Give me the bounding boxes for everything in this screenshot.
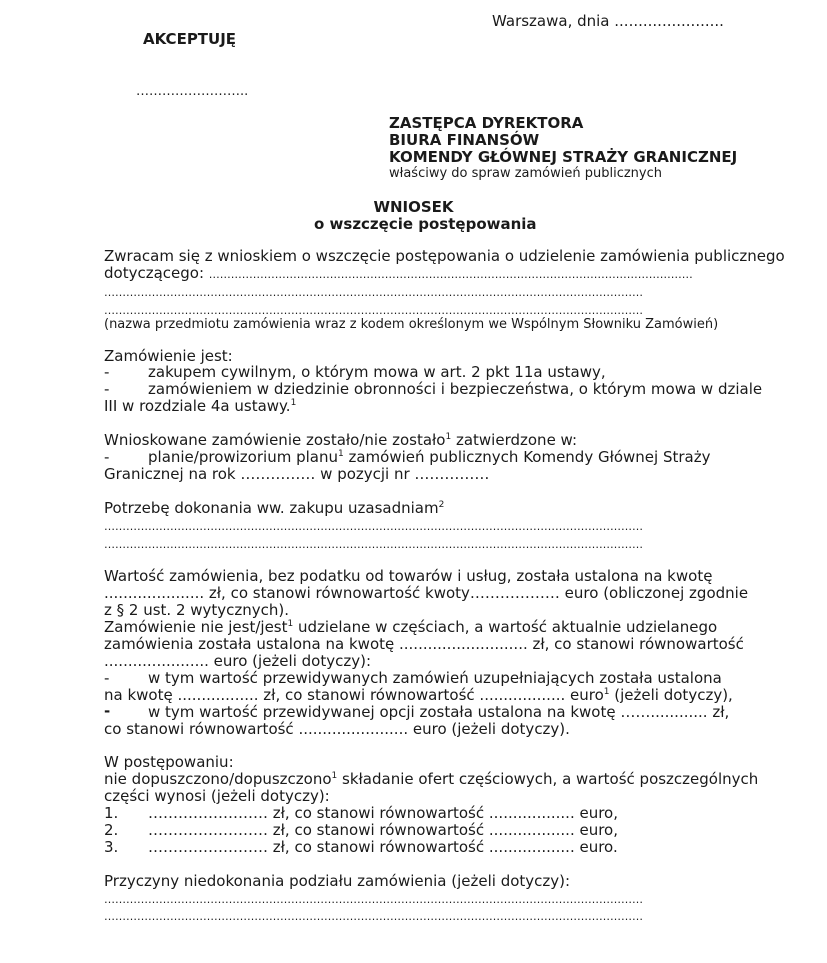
value-line-8 bbox=[104, 687, 733, 704]
order-type-defense-line-2 bbox=[104, 398, 296, 415]
supplementary-text-b: (jeżeli dotyczy), bbox=[609, 686, 733, 704]
subject-dots: …………………………………………………………………………………………………………………… bbox=[208, 268, 693, 281]
procedure-line-1 bbox=[104, 771, 758, 788]
accept-signature-line: …………………….. bbox=[136, 84, 249, 99]
footnote-ref: 1 bbox=[337, 449, 344, 459]
footnote-ref: 1 bbox=[290, 398, 297, 408]
footnote-ref: 1 bbox=[445, 432, 452, 442]
list-dash: - bbox=[104, 448, 110, 466]
procedure-intro: W postępowaniu: bbox=[104, 753, 234, 771]
part-number: 3. bbox=[104, 838, 119, 856]
plan-text-b: zamówień publicznych Komendy Głównej Straży bbox=[343, 448, 711, 466]
footnote-ref: 1 bbox=[331, 771, 338, 781]
list-dash: - bbox=[104, 363, 110, 381]
value-line-5: zamówienia została ustalona na kwotę ........................... zł, co stanowi równowartość bbox=[104, 635, 744, 653]
subject-dots-line-2: ………………………………………………………………………………………………………………………………… bbox=[104, 287, 643, 299]
approval-plan-line-2: Granicznej na rok …………… w pozycji nr …………… bbox=[104, 465, 490, 483]
value-line-10: co stanowi równowartość ....................... euro (jeżeli dotyczy). bbox=[104, 720, 570, 738]
approval-plan-line-1 bbox=[148, 449, 724, 466]
accept-label: AKCEPTUJĘ bbox=[143, 30, 237, 48]
defense-text-2: III w rozdziale 4a ustawy. bbox=[104, 397, 291, 415]
approval-text-a: Wnioskowane zamówienie zostało/nie zostało bbox=[104, 431, 446, 449]
value-line-4 bbox=[104, 619, 717, 636]
partial-offers-text-a: nie dopuszczono/dopuszczono bbox=[104, 770, 332, 788]
plan-text bbox=[148, 449, 711, 466]
document-subtitle: o wszczęcie postępowania bbox=[314, 215, 537, 233]
part-number: 2. bbox=[104, 821, 119, 839]
value-line-1: Wartość zamówienia, bez podatku od towarów i usług, została ustalona na kwotę bbox=[104, 567, 713, 585]
justification-text: Potrzebę dokonania ww. zakupu uzasadniam bbox=[104, 499, 439, 517]
value-line-7: w tym wartość przewidywanych zamówień uzupełniających została ustalona bbox=[148, 669, 722, 687]
order-type-civil: zakupem cywilnym, o którym mowa w art. 2 pkt 11a ustawy, bbox=[148, 363, 606, 381]
defense-text: zamówieniem w dziedzinie obronności i bezpieczeństwa, o którym mowa w dziale bbox=[148, 380, 763, 398]
procedure-line-2: części wynosi (jeżeli dotyczy): bbox=[104, 787, 330, 805]
part-value: …………………… zł, co stanowi równowartość .................. euro, bbox=[148, 804, 619, 822]
supplementary-text-a: na kwotę ................. zł, co stanowi równowartość .................. euro bbox=[104, 686, 604, 704]
subject-label: dotyczącego: bbox=[104, 264, 204, 282]
list-dash: - bbox=[104, 702, 111, 720]
subject-dots-line-3: ………………………………………………………………………………………………………………………………… bbox=[104, 305, 643, 317]
justification-dots-1: ………………………………………………………………………………………………………………………………… bbox=[104, 521, 643, 533]
parts-text-b: udzielane w częściach, a wartość aktualnie udzielanego bbox=[293, 618, 718, 636]
part-value: …………………… zł, co stanowi równowartość .................. euro. bbox=[148, 838, 618, 856]
place-date: Warszawa, dnia ....................... bbox=[492, 12, 724, 30]
justification-intro bbox=[104, 500, 444, 517]
request-intro: Zwracam się z wnioskiem o wszczęcie postępowania o udzielenie zamówienia publicznego bbox=[104, 247, 785, 265]
list-dash: - bbox=[104, 380, 110, 398]
plan-text-a: planie/prowizorium planu bbox=[148, 448, 338, 466]
part-value: …………………… zł, co stanowi równowartość .................. euro, bbox=[148, 821, 619, 839]
subject-note: (nazwa przedmiotu zamówienia wraz z kodem określonym we Wspólnym Słowniku Zamówień) bbox=[104, 317, 719, 332]
addressee-line-1: ZASTĘPCA DYREKTORA bbox=[389, 114, 584, 132]
value-line-3: z § 2 ust. 2 wytycznych). bbox=[104, 601, 290, 619]
value-line-2: ..................... zł, co stanowi równowartość kwoty……………… euro (obliczonej zgodnie bbox=[104, 584, 749, 602]
addressee-line-2: BIURA FINANSÓW bbox=[389, 131, 540, 149]
order-type-defense-line-1 bbox=[148, 380, 763, 398]
value-line-6: ...................... euro (jeżeli dotyczy): bbox=[104, 652, 371, 670]
no-division-dots-2: ………………………………………………………………………………………………………………………………… bbox=[104, 911, 643, 923]
order-type-intro: Zamówienie jest: bbox=[104, 347, 233, 365]
parts-text-a: Zamówienie nie jest/jest bbox=[104, 618, 288, 636]
document-title: WNIOSEK bbox=[373, 198, 454, 216]
addressee-note: właściwy do spraw zamówień publicznych bbox=[389, 166, 662, 181]
footnote-ref: 1 bbox=[287, 619, 294, 629]
list-dash: - bbox=[104, 669, 110, 687]
part-number: 1. bbox=[104, 804, 119, 822]
request-subject-label bbox=[104, 265, 693, 282]
no-division-reason-intro: Przyczyny niedokonania podziału zamówienia (jeżeli dotyczy): bbox=[104, 872, 571, 890]
partial-offers-text-b: składanie ofert częściowych, a wartość poszczególnych bbox=[337, 770, 759, 788]
justification-dots-2: ………………………………………………………………………………………………………………………………… bbox=[104, 539, 643, 551]
footnote-ref: 2 bbox=[438, 500, 445, 510]
approval-intro bbox=[104, 432, 577, 449]
footnote-ref: 1 bbox=[603, 687, 610, 697]
value-line-9: w tym wartość przewidywanej opcji została ustalona na kwotę ……............ zł, bbox=[148, 703, 730, 721]
no-division-dots-1: ………………………………………………………………………………………………………………………………… bbox=[104, 894, 643, 906]
addressee-line-3: KOMENDY GŁÓWNEJ STRAŻY GRANICZNEJ bbox=[389, 148, 738, 166]
approval-text-b: zatwierdzone w: bbox=[451, 431, 578, 449]
